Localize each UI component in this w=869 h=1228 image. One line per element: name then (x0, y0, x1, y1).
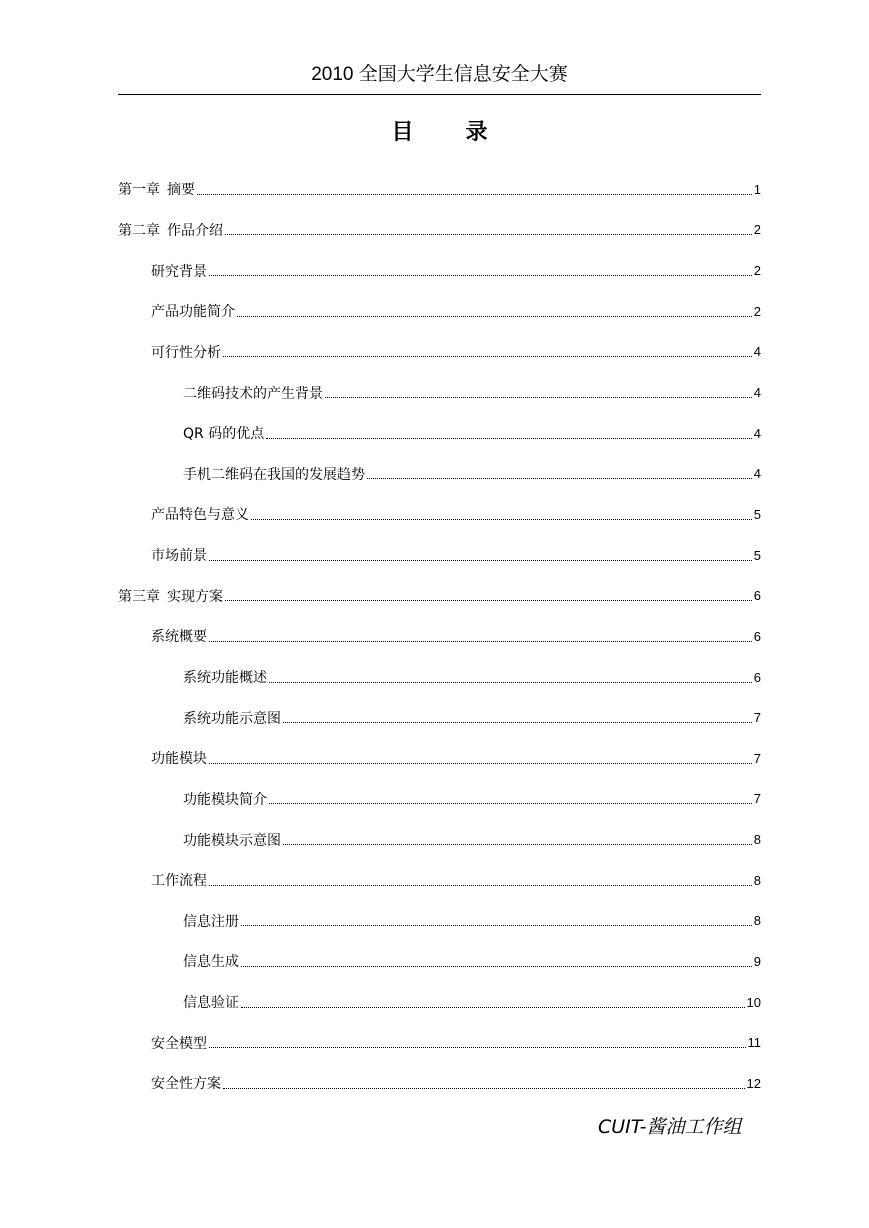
toc-dot-leader (209, 641, 752, 642)
toc-page-number: 6 (753, 628, 761, 644)
toc-entry-text: 功能模块 (151, 751, 207, 768)
toc-entry[interactable] (118, 332, 761, 373)
toc-dot-leader (209, 885, 752, 886)
toc-entry-title (183, 789, 267, 809)
toc-entry[interactable] (118, 453, 761, 494)
toc-entry-text: 功能模块示意图 (183, 832, 281, 849)
toc-entry-title (183, 383, 323, 403)
page-header: 2010 全国大学生信息安全大赛 (311, 64, 568, 85)
toc-page-number: 8 (753, 913, 761, 929)
toc-dot-leader (209, 763, 752, 764)
toc-page-number: 2 (753, 263, 761, 279)
toc-entry-title (118, 179, 195, 199)
toc-entry[interactable] (118, 697, 761, 738)
toc-entry-text: 信息验证 (183, 995, 239, 1012)
toc-dot-leader (269, 682, 752, 683)
toc-dot-leader (241, 1007, 745, 1008)
toc-page-number: 4 (753, 425, 761, 441)
toc-page-number: 7 (753, 710, 761, 726)
toc-dot-leader (251, 519, 752, 520)
toc-entry-title (183, 951, 239, 971)
toc-entry[interactable] (118, 657, 761, 698)
toc-entry-title (151, 626, 207, 646)
toc-dot-leader (283, 722, 752, 723)
toc-entry-title (151, 301, 235, 321)
toc-page-number: 1 (753, 181, 761, 197)
toc-entry-title (151, 870, 207, 890)
toc-entry-text: 摘要 (167, 182, 195, 199)
toc-page-number: 5 (753, 506, 761, 522)
toc-entry[interactable] (118, 413, 761, 454)
toc-dot-leader (197, 194, 752, 195)
toc-entry-text: 作品介绍 (167, 222, 223, 239)
toc-entry-text: 信息生成 (183, 954, 239, 971)
toc-entry-text: 系统功能示意图 (183, 710, 281, 727)
toc-chapter-number: 第一章 (118, 182, 160, 199)
toc-entry-title (151, 342, 221, 362)
toc-entry-text: 产品功能简介 (151, 304, 235, 321)
toc-entry-text: QR 码的优点 (183, 426, 265, 443)
toc-dot-leader (269, 803, 752, 804)
toc-dot-leader (283, 844, 752, 845)
toc-entry-text: 手机二维码在我国的发展趋势 (183, 466, 365, 483)
toc-entry[interactable] (118, 860, 761, 901)
toc-entry-title (151, 545, 207, 565)
toc-entry-title (183, 992, 239, 1012)
toc-entry[interactable] (118, 1063, 761, 1104)
toc-entry[interactable] (118, 616, 761, 657)
toc-entry[interactable] (118, 250, 761, 291)
toc-entry-title (183, 708, 281, 728)
toc-entry-text: 二维码技术的产生背景 (183, 385, 323, 402)
toc-entry[interactable] (118, 1022, 761, 1063)
toc-page-number: 7 (753, 750, 761, 766)
toc-dot-leader (209, 1047, 746, 1048)
toc-page-number: 10 (746, 994, 761, 1010)
toc-entry-title (183, 667, 267, 687)
header-rule (118, 94, 761, 95)
toc-entry-title (151, 1073, 221, 1093)
toc-entry[interactable] (118, 819, 761, 860)
toc-entry-text: 研究背景 (151, 263, 207, 280)
toc-dot-leader (325, 397, 752, 398)
toc-entry-title (183, 423, 264, 443)
toc-entry-title (183, 830, 281, 850)
toc-entry[interactable] (118, 901, 761, 942)
table-of-contents (118, 169, 761, 1104)
toc-entry-text: 系统概要 (151, 629, 207, 646)
toc-entry-title (151, 504, 249, 524)
toc-entry[interactable] (118, 535, 761, 576)
toc-entry-text: 产品特色与意义 (151, 507, 249, 524)
toc-dot-leader (225, 234, 752, 235)
toc-entry-text: 工作流程 (151, 873, 207, 890)
toc-page-number: 2 (753, 222, 761, 238)
toc-dot-leader (209, 560, 752, 561)
toc-entry-text: 功能模块简介 (183, 791, 267, 808)
toc-entry[interactable] (118, 779, 761, 820)
toc-entry-text: 系统功能概述 (183, 670, 267, 686)
toc-page-number: 12 (746, 1075, 761, 1091)
toc-page-number: 6 (753, 669, 761, 685)
toc-entry-text: 信息注册 (183, 913, 239, 930)
toc-page-number: 4 (753, 385, 761, 401)
toc-entry-title (151, 1033, 207, 1053)
toc-dot-leader (225, 600, 752, 601)
toc-dot-leader (241, 925, 752, 926)
toc-entry-title (151, 261, 207, 281)
toc-dot-leader (223, 356, 752, 357)
toc-dot-leader (237, 316, 752, 317)
page-footer: CUIT-酱油工作组 (598, 1116, 742, 1138)
toc-entry[interactable] (118, 494, 761, 535)
toc-entry-title (183, 464, 365, 484)
toc-entry-text: 可行性分析 (151, 344, 221, 361)
toc-dot-leader (367, 478, 752, 479)
toc-page-number: 4 (753, 344, 761, 360)
toc-chapter-number: 第三章 (118, 588, 160, 605)
toc-entry-text: 安全模型 (151, 1035, 207, 1052)
toc-page-number: 5 (753, 547, 761, 563)
toc-entry[interactable] (118, 372, 761, 413)
toc-chapter-number: 第二章 (118, 222, 160, 239)
toc-entry-title (183, 911, 239, 931)
toc-entry-text: 实现方案 (167, 588, 223, 605)
toc-entry-title (118, 220, 223, 240)
toc-entry[interactable] (118, 210, 761, 251)
toc-dot-leader (241, 966, 752, 967)
toc-entry[interactable] (118, 738, 761, 779)
toc-page-number: 9 (753, 953, 761, 969)
toc-entry-text: 安全性方案 (151, 1076, 221, 1093)
toc-entry[interactable] (118, 941, 761, 982)
toc-entry[interactable] (118, 575, 761, 616)
toc-page-number: 8 (753, 832, 761, 848)
toc-page-number: 6 (753, 588, 761, 604)
toc-dot-leader (266, 438, 752, 439)
toc-entry[interactable] (118, 982, 761, 1023)
toc-entry-title (151, 748, 207, 768)
toc-page-number: 2 (753, 303, 761, 319)
toc-page-number: 11 (747, 1035, 761, 1051)
toc-entry-text: 市场前景 (151, 548, 207, 565)
toc-dot-leader (223, 1088, 745, 1089)
toc-entry[interactable] (118, 291, 761, 332)
toc-page-number: 7 (753, 791, 761, 807)
toc-entry[interactable] (118, 169, 761, 210)
toc-dot-leader (209, 275, 752, 276)
toc-title: 目录 (391, 120, 540, 145)
toc-page-number: 8 (753, 872, 761, 888)
toc-entry-title (118, 586, 223, 606)
toc-page-number: 4 (753, 466, 761, 482)
